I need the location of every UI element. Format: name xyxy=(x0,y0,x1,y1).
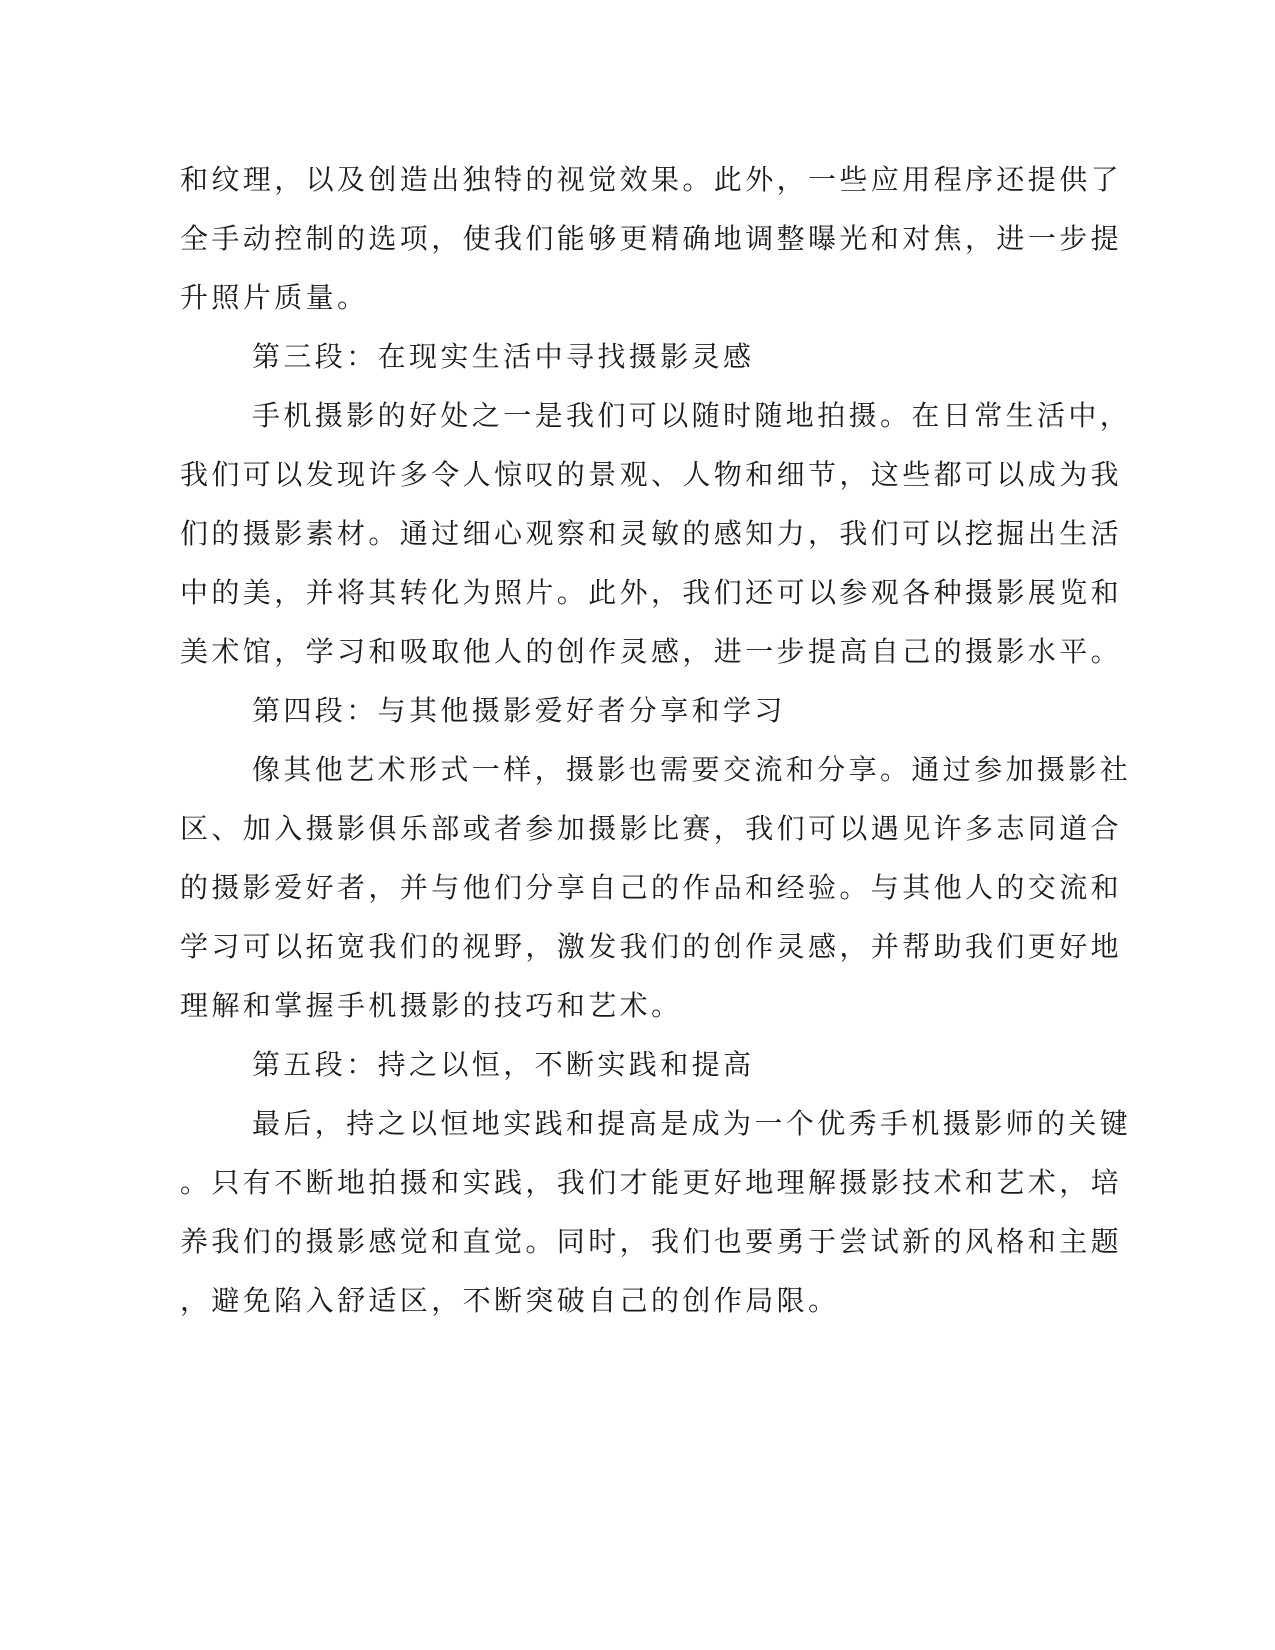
document-page xyxy=(180,150,1132,1330)
paragraph-line: 最后，持之以恒地实践和提高是成为一个优秀手机摄影师的关键 xyxy=(252,1107,1132,1140)
paragraph-line: 养我们的摄影感觉和直觉。同时，我们也要勇于尝试新的风格和主题 xyxy=(180,1225,1123,1258)
paragraph-line: 们的摄影素材。通过细心观察和灵敏的感知力，我们可以挖掘出生活 xyxy=(180,517,1123,550)
section-heading-4: 第四段：与其他摄影爱好者分享和学习 xyxy=(252,694,786,727)
paragraph-line: 像其他艺术形式一样，摄影也需要交流和分享。通过参加摄影社 xyxy=(252,753,1132,786)
paragraph-line: 美术馆，学习和吸取他人的创作灵感，进一步提高自己的摄影水平。 xyxy=(180,635,1123,668)
paragraph-line: 手机摄影的好处之一是我们可以随时随地拍摄。在日常生活中， xyxy=(252,399,1132,432)
paragraph-line: 的摄影爱好者，并与他们分享自己的作品和经验。与其他人的交流和 xyxy=(180,871,1123,904)
section-heading-3: 第三段：在现实生活中寻找摄影灵感 xyxy=(252,340,755,373)
paragraph-line: 升照片质量。 xyxy=(180,281,369,314)
paragraph-line: 学习可以拓宽我们的视野，激发我们的创作灵感，并帮助我们更好地 xyxy=(180,930,1123,963)
paragraph-line: 和纹理，以及创造出独特的视觉效果。此外，一些应用程序还提供了 xyxy=(180,163,1123,196)
paragraph-line: 中的美，并将其转化为照片。此外，我们还可以参观各种摄影展览和 xyxy=(180,576,1123,609)
paragraph-line: 全手动控制的选项，使我们能够更精确地调整曝光和对焦，进一步提 xyxy=(180,222,1123,255)
paragraph-line: 理解和掌握手机摄影的技巧和艺术。 xyxy=(180,989,683,1022)
paragraph-line: 我们可以发现许多令人惊叹的景观、人物和细节，这些都可以成为我 xyxy=(180,458,1123,491)
paragraph-line: 区、加入摄影俱乐部或者参加摄影比赛，我们可以遇见许多志同道合 xyxy=(180,812,1123,845)
paragraph-line: 。只有不断地拍摄和实践，我们才能更好地理解摄影技术和艺术，培 xyxy=(180,1166,1123,1199)
paragraph-line: ，避免陷入舒适区，不断突破自己的创作局限。 xyxy=(180,1284,840,1317)
section-heading-5: 第五段：持之以恒，不断实践和提高 xyxy=(252,1048,755,1081)
